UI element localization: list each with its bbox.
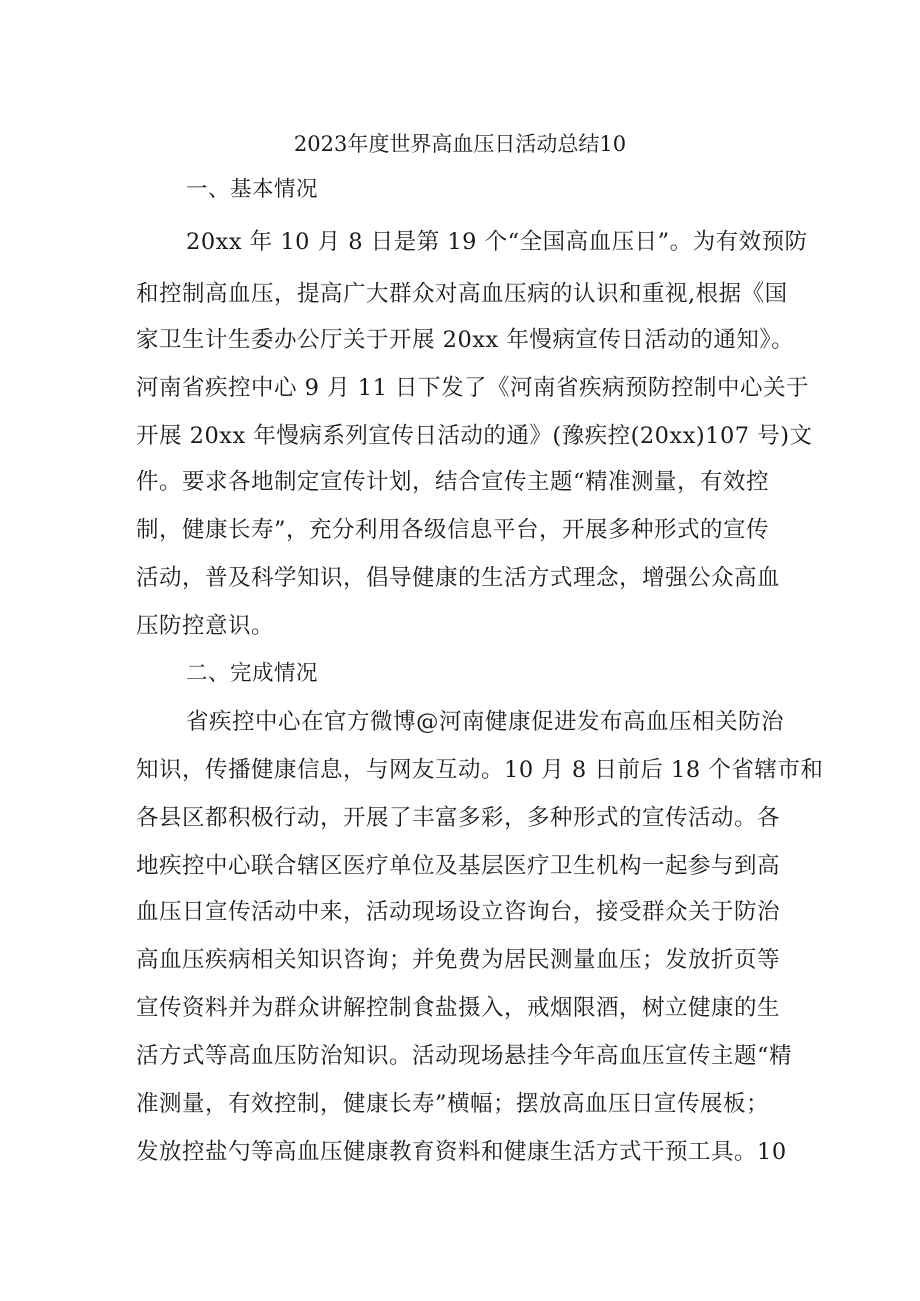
paragraph-line: 准测量，有效控制，健康长寿”横幅；摆放高血压日宣传展板；	[136, 1091, 770, 1117]
paragraph-line: 制，健康长寿”，充分利用各级信息平台，开展多种形式的宣传	[136, 517, 770, 543]
paragraph-line: 地疾控中心联合辖区医疗单位及基层医疗卫生机构一起参与到高	[136, 853, 781, 879]
paragraph-line: 高血压疾病相关知识咨询；并免费为居民测量血压；发放折页等	[136, 947, 781, 973]
paragraph-line: 家卫生计生委办公厅关于开展 20xx 年慢病宣传日活动的通知》。	[136, 327, 795, 353]
paragraph-line: 省疾控中心在官方微博@河南健康促进发布高血压相关防治	[186, 709, 785, 735]
section-heading-basic: 一、基本情况	[186, 177, 319, 202]
paragraph-line: 宣传资料并为群众讲解控制食盐摄入，戒烟限酒，树立健康的生	[136, 995, 781, 1021]
paragraph-line: 血压日宣传活动中来，活动现场设立咨询台，接受群众关于防治	[136, 899, 781, 925]
paragraph-line: 和控制高血压，提高广大群众对高血压病的认识和重视,根据《国	[136, 281, 788, 307]
paragraph-line: 活动，普及科学知识，倡导健康的生活方式理念，增强公众高血	[136, 565, 781, 591]
paragraph-line: 开展 20xx 年慢病系列宣传日活动的通》(豫疾控(20xx)107 号)文	[136, 423, 813, 449]
section-heading-progress: 二、完成情况	[186, 661, 319, 686]
paragraph-line: 各县区都积极行动，开展了丰富多彩，多种形式的宣传活动。各	[136, 805, 781, 831]
document-title: 2023年度世界高血压日活动总结10	[293, 132, 627, 156]
paragraph-line: 压防控意识。	[136, 613, 275, 639]
paragraph-line: 活方式等高血压防治知识。活动现场悬挂今年高血压宣传主题“精	[136, 1043, 793, 1069]
paragraph-line: 发放控盐勺等高血压健康教育资料和健康生活方式干预工具。10	[136, 1139, 787, 1165]
paragraph-line: 20xx 年 10 月 8 日是第 19 个“全国高血压日”。为有效预防	[186, 229, 808, 255]
paragraph-line: 知识，传播健康信息，与网友互动。10 月 8 日前后 18 个省辖市和	[136, 757, 824, 783]
paragraph-line: 件。要求各地制定宣传计划，结合宣传主题“精准测量，有效控	[136, 469, 770, 495]
paragraph-line: 河南省疾控中心 9 月 11 日下发了《河南省疾病预防控制中心关于	[136, 375, 810, 401]
